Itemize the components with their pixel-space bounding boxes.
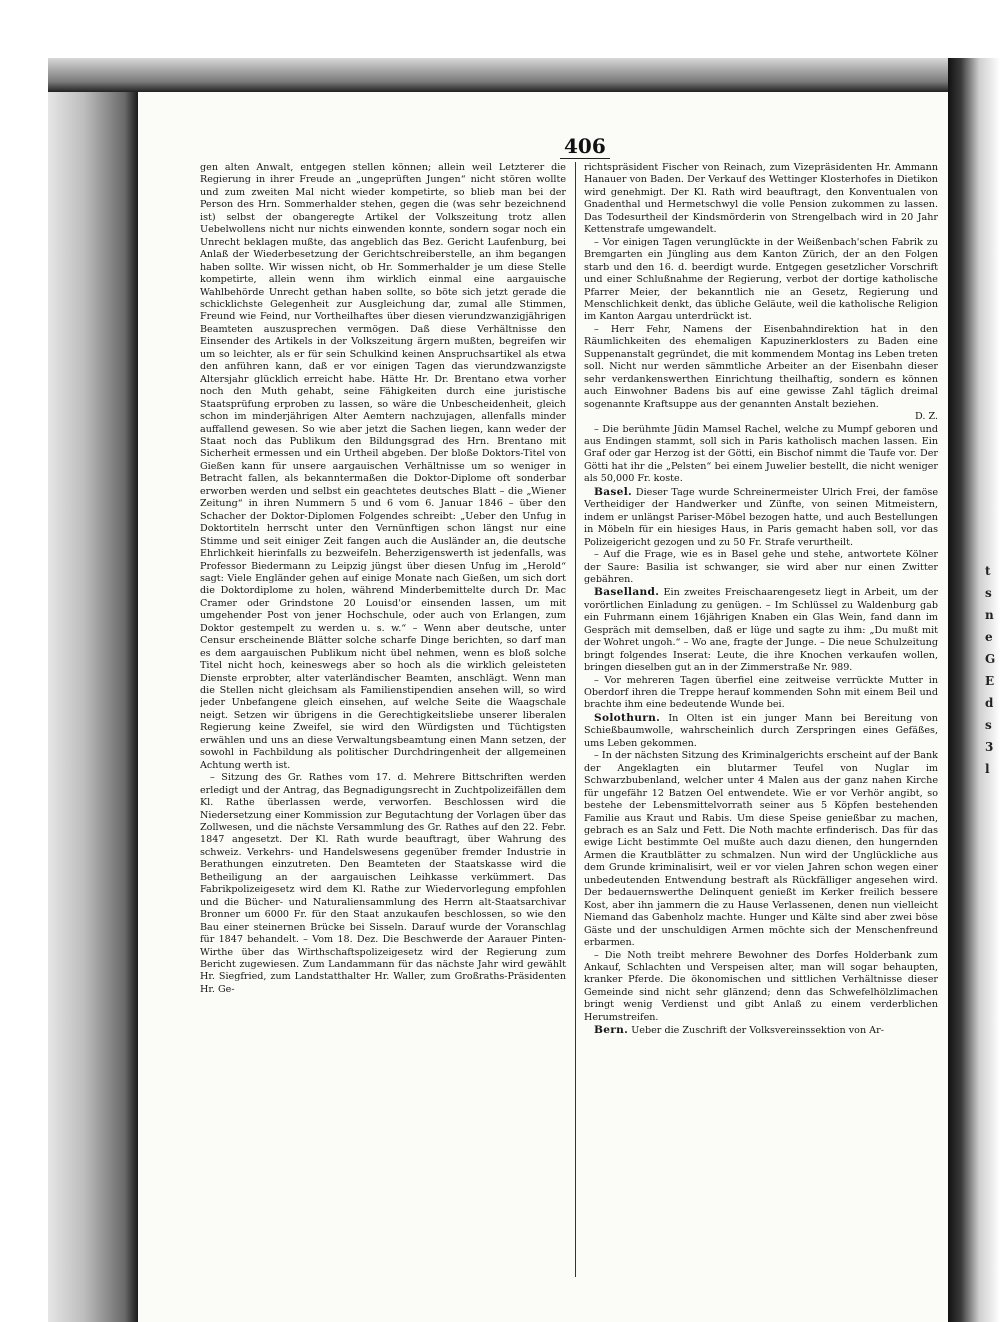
right-paragraph: richtspräsident Fischer von Reinach, zum Vizepräsidenten Hr. Ammann Hanauer von Baden. Der Verkauf des Wettinger Klosterhofes in Dietikon wird genehmigt. Der Kl. Rath wird beauftragt, den Konventualen von Gnadenthal und Hermetschwyl die volle Pension zukommen zu lassen. Das Todesurtheil der Kindsmörderin von Strengelbach wird in 20 Jahr Kettenstrafe umgewandelt. — [584, 162, 938, 236]
scan-background-top — [0, 0, 1000, 58]
place-heading: Baselland. — [594, 586, 660, 599]
margin-fragment: G — [985, 652, 996, 666]
right-paragraph: – Die Noth treibt mehrere Bewohner des Dorfes Holderbank zum Ankauf, Schlachten und Verspeisen alter, man will sogar behaupten, kranker Pferde. Die ökonomischen und sittlichen Verhältnisse dieser Gemeinde sind nicht sehr glänzend; denn das Schwefelhölzlimachen bringt wenig Verdienst und gibt Anlaß zu einem verderblichen Herumstreifen. — [584, 949, 938, 1023]
dateline-text: In Olten ist ein junger Mann bei Bereitung von Schießbaumwolle, wahrscheinlich durch Zerspringen eines Gefäßes, ums Leben gekommen. — [584, 712, 938, 749]
margin-fragment: E — [985, 674, 995, 688]
margin-fragment: d — [985, 696, 994, 710]
right-paragraph: – Herr Fehr, Namens der Eisenbahndirektion hat in den Räumlichkeiten des ehemaligen Kapuzinerklosters zu Baden eine Suppenanstalt gegründet, die mit kommendem Montag ins Leben treten soll. Nicht nur werden sämmtliche Arbeiter an der Eisenbahn dieser sehr verdankenswerthen Einrichtung theilhaftig, sondern es können auch Einwohner Badens bis auf eine gewisse Zahl täglich dreimal sogenannte Kraftsuppe aus der genannten Anstalt beziehen. — [584, 323, 938, 410]
margin-fragment: s — [985, 718, 992, 732]
source-signature: D. Z. — [915, 411, 938, 423]
margin-fragment: t — [985, 564, 991, 578]
right-paragraph: – Vor einigen Tagen verunglückte in der Weißenbach'schen Fabrik zu Bremgarten ein Jüngling aus dem Kanton Zürich, der an den Folgen starb und den 16. d. beerdigt wurde. Entgegen gesetzlicher Vorschrift und einer Schlußnahme der Regierung, verbot der dortige katholische Pfarrer Meier, der bekanntlich nie an Gesetz, Regierung und Menschlichkeit denkt, das übliche Geläute, weil die katholische Religion im Kanton Aargau unterdrückt ist. — [584, 236, 938, 323]
binding-shadow-left — [48, 58, 138, 1322]
column-divider — [575, 162, 576, 1277]
right-paragraph: – Die berühmte Jüdin Mamsel Rachel, welche zu Mumpf geboren und aus Endingen stammt, soll sich in Paris katholisch machen lassen. Ein Graf oder gar Herzog ist der Götti, ein Bischof nimmt die Taufe vor. Der Götti hat ihr die „Pelsten“ bei einem Juwelier bestellt, die nicht weniger als 50,000 Fr. koste. — [584, 423, 938, 485]
right-paragraph: – In der nächsten Sitzung des Kriminalgerichts erscheint auf der Bank der Angeklagten ein blutarmer Teufel von Nuglar im Schwarzbubenland, welcher unter 4 Malen aus der ganz nahen Kirche für ungefähr 12 Batzen Oel entwendete. Wie er vor Verhör angibt, so bestehe der Lebensmittelvorrath seiner aus 5 Köpfen bestehenden Familie aus Kraut und Rabis. Um diese Speise genießbar zu machen, gebrach es an Salz und Fett. Die Noth machte erfinderisch. Das für das ewige Licht bestimmte Oel mußte auch dazu dienen, den hungernden Armen die Krautblätter zu schmalzen. Nun wird der Unglückliche aus dem Grunde kriminalisirt, weil er vor vielen Jahren schon wegen einer unbedeutenden Entwendung bestraft als Rückfälliger angesehen wird. Der bedauernswerthe Delinquent genießt im Kerker freilich bessere Kost, aber ihn jammern die zu Hause Verlassenen, denen nun vielleicht Niemand das Gabenholz machte. Hunger und Kälte sind aber zwei böse Gäste und der unschuldigen Armen möchte sich der Menschenfreund erbarmen. — [584, 750, 938, 949]
margin-fragment: l — [985, 762, 990, 776]
margin-fragment: e — [985, 630, 993, 644]
dateline-paragraph — [584, 712, 938, 750]
place-heading: Bern. — [594, 1024, 629, 1037]
right-paragraph: – Auf die Frage, wie es in Basel gehe und stehe, antwortete Kölner der Saure: Basilia ist schwanger, sie wird aber nur einen Zwitter gebähren. — [584, 549, 938, 585]
right-paragraph: – Vor mehreren Tagen überfiel eine zeitweise verrückte Mutter in Oberdorf ihren die Treppe herauf kommenden Sohn mit einem Beil und brachte ihm eine bedeutende Wunde bei. — [584, 674, 938, 711]
dateline-paragraph — [584, 1024, 938, 1037]
place-heading: Basel. — [594, 485, 633, 498]
right-column — [584, 162, 938, 1277]
dateline-text: Dieser Tage wurde Schreinermeister Ulrich Frei, der famöse Vertheidiger der Handwerker und Zünfte, von seinen Mitmeistern, indem er unlängst Pariser-Möbel bezogen hatte, und auch Bestellungen in Möbeln für ein hiesiges Haus, in Paris gemacht haben soll, vor das Polizeigericht gezogen und zu 50 Fr. Strafe verurtheilt. — [584, 486, 938, 548]
margin-fragment: n — [985, 608, 994, 622]
binding-shadow-top — [48, 58, 1000, 92]
page-number: 406 — [560, 134, 610, 159]
dateline-paragraph — [584, 586, 938, 674]
left-column — [200, 162, 566, 1277]
left-paragraph: gen alten Anwalt, entgegen stellen können; allein weil Letzterer die Regierung in ihrer Freude an „ungeprüften Jungen“ nicht stören wollte und zum zweiten Mal nicht wieder kompetirte, so blieb man bei der Person des Hrn. Sommerhalder stehen, gegen die (was sehr bezeichnend ist) selbst der obangeregte Artikel der Volkszeitung trotz allen Uebelwollens nicht nur nichts einwenden konnte, sondern sogar noch ein Unrecht beklagen mußte, das angeblich das Bez. Gericht Laufenburg, bei Anlaß der Wiederbesetzung der Gerichtschreiberstelle, an ihm begangen haben sollte. Wir wissen nicht, ob Hr. Sommerhalder je um diese Stelle kompetirte, allein wenn ihm wirklich einmal eine aargauische Wahlbehörde Unrecht gethan haben sollte, so böte sich jetzt gerade die schicklichste Gelegenheit zur Ausgleichung dar, zumal alle Stimmen, Freund wie Feind, nur Vortheilhaftes über diesen vierundzwanzigjährigen Beamteten auszusprechen vermögen. Daß diese Verhältnisse den Einsender des Artikels in der Volkszeitung ärgern mußten, begreifen wir um so leichter, als er für sein Schulkind keinen Anspruchsartikel als etwa den anführen kann, daß er vor einigen Tagen das vierundzwanzigste Altersjahr glücklich erreicht habe. Hätte Hr. Dr. Brentano etwa vorher noch den Muth gehabt, seine Fähigkeiten durch eine juristische Staatsprüfung erproben zu lassen, so wäre die Unbescheidenheit, gleich schon im minderjährigen Alter Aemtern nachzujagen, allenfalls minder auffallend gewesen. So wie aber jetzt die Sachen liegen, kann weder der Staat noch das Publikum den Bildungsgrad des Hrn. Brentano mit Sicherheit ermessen und ein Urtheil abgeben. Der bloße Doktors-Titel von Gießen kann für unsere aargauischen Verhältnisse um so weniger in Betracht fallen, als bekanntermaßen die Doktor-Diplome oft sonderbar erworben werden und selbst ein geachtetes deutsches Blatt – die „Wiener Zeitung“ in ihren Nummern 5 und 6 vom 6. Januar 1846 – über den Schacher der Doktor-Diplomen Folgendes schreibt: „Ueber den Unfug in Doktortiteln herrscht unter den Vernünftigen schon längst nur eine Stimme und seit einiger Zeit fangen auch die Ausländer an, die deutsche Ehrlichkeit hierinfalls zu bezweifeln. Beherzigenswerth ist jedenfalls, was Professor Biedermann zu Leipzig jüngst über diesen Unfug im „Herold“ sagt: Viele Engländer gehen auf einige Monate nach Gießen, um sich dort die Doktordiplome zu holen, während Minderbemittelte durch Dr. Mac Cramer oder Grindstone 20 Louisd'or einsenden lassen, um mit umgehender Post von jener Hochschule, oder auch von Erlangen, zum Doktor gestempelt zu werden u. s. w.“ – Wenn aber deutsche, unter Censur erscheinende Blätter solche scharfe Dinge berichten, so darf man es dem aargauischen Publikum nicht übel nehmen, wenn es bloß solche Titel nicht hoch, keineswegs aber so hoch als die wirklich geleisteten Dienste erprobter, alter vaterländischer Beamten, anschlägt. Wenn man die Stellen nicht gleichsam als Familienstipendien ansehen will, so wird jeder Unbefangene gleich einsehen, auf welche Seite die Waagschale neigt. Setzen wir übrigens in die Gerechtigkeitsliebe unserer liberalen Regierung keine Zweifel, sie wird den Würdigsten und Tüchtigsten erwählen und uns an diese Verwaltungsbeamtung einen Mann setzen, der sowohl in Fachbildung als politischer Durchdringenheit der allgemeinen Achtung werth ist. — [200, 162, 566, 771]
dateline-text: Ein zweites Freischaarengesetz liegt in Arbeit, um der vorörtlichen Einladung zu genügen. – Im Schlüssel zu Waldenburg gab ein Fuhrmann einem 16jährigen Knaben ein Glas Wein, fand dann im Gespräch mit demselben, daß er lüge und sagte zu ihm: „Du mußt mit der Wohret ungoh.“ – Wo ane, fragte der Junge. – Die neue Schulzeitung bringt folgendes Inserat: Leute, die ihre Knochen verkaufen wollen, bringen dieselben gut an in der Zimmerstraße Nr. 989. — [584, 587, 938, 674]
place-heading: Solothurn. — [594, 711, 661, 724]
margin-fragment: s — [985, 586, 992, 600]
adjacent-page-fragments — [985, 560, 999, 880]
dateline-text: Ueber die Zuschrift der Volksvereinssektion von Ar- — [628, 1025, 884, 1037]
margin-fragment: 3 — [985, 740, 994, 754]
left-paragraph: – Sitzung des Gr. Rathes vom 17. d. Mehrere Bittschriften werden erledigt und der Antrag, das Begnadigungsrecht in Zuchtpolizeifällen dem Kl. Rathe überlassen werde, verworfen. Beschlossen wird die Niedersetzung einer Kommission zur Begutachtung der Vorlagen über das Zollwesen, und die nächste Versammlung des Gr. Rathes auf den 22. Febr. 1847 angesetzt. Der Kl. Rath wurde beauftragt, über Wahrung des schweiz. Verkehrs- und Handelswesens gegenüber fremder Industrie in Berathungen einzutreten. Den Beamteten der Staatskasse wird die Betheiligung an der aargauischen Leihkasse verkümmert. Das Fabrikpolizeigesetz wird dem Kl. Rathe zur Wiedervorlegung empfohlen und die Bücher- und Naturaliensammlung des Herrn alt-Staatsarchivar Bronner um 6000 Fr. für den Staat anzukaufen beschlossen, so wie den Bau einer steinernen Brücke bei Sisseln. Darauf wurde der Voranschlag für 1847 behandelt. – Vom 18. Dez. Die Beschwerde der Aarauer Pinten-Wirthe über das Wirthschaftspolizeigesetz wird der Regierung zum Bericht zugewiesen. Zum Landammann für das nächste Jahr wird gewählt Hr. Siegfried, zum Landstatthalter Hr. Waller, zum Großraths-Präsidenten Hr. Ge- — [200, 772, 566, 995]
dateline-paragraph — [584, 486, 938, 549]
